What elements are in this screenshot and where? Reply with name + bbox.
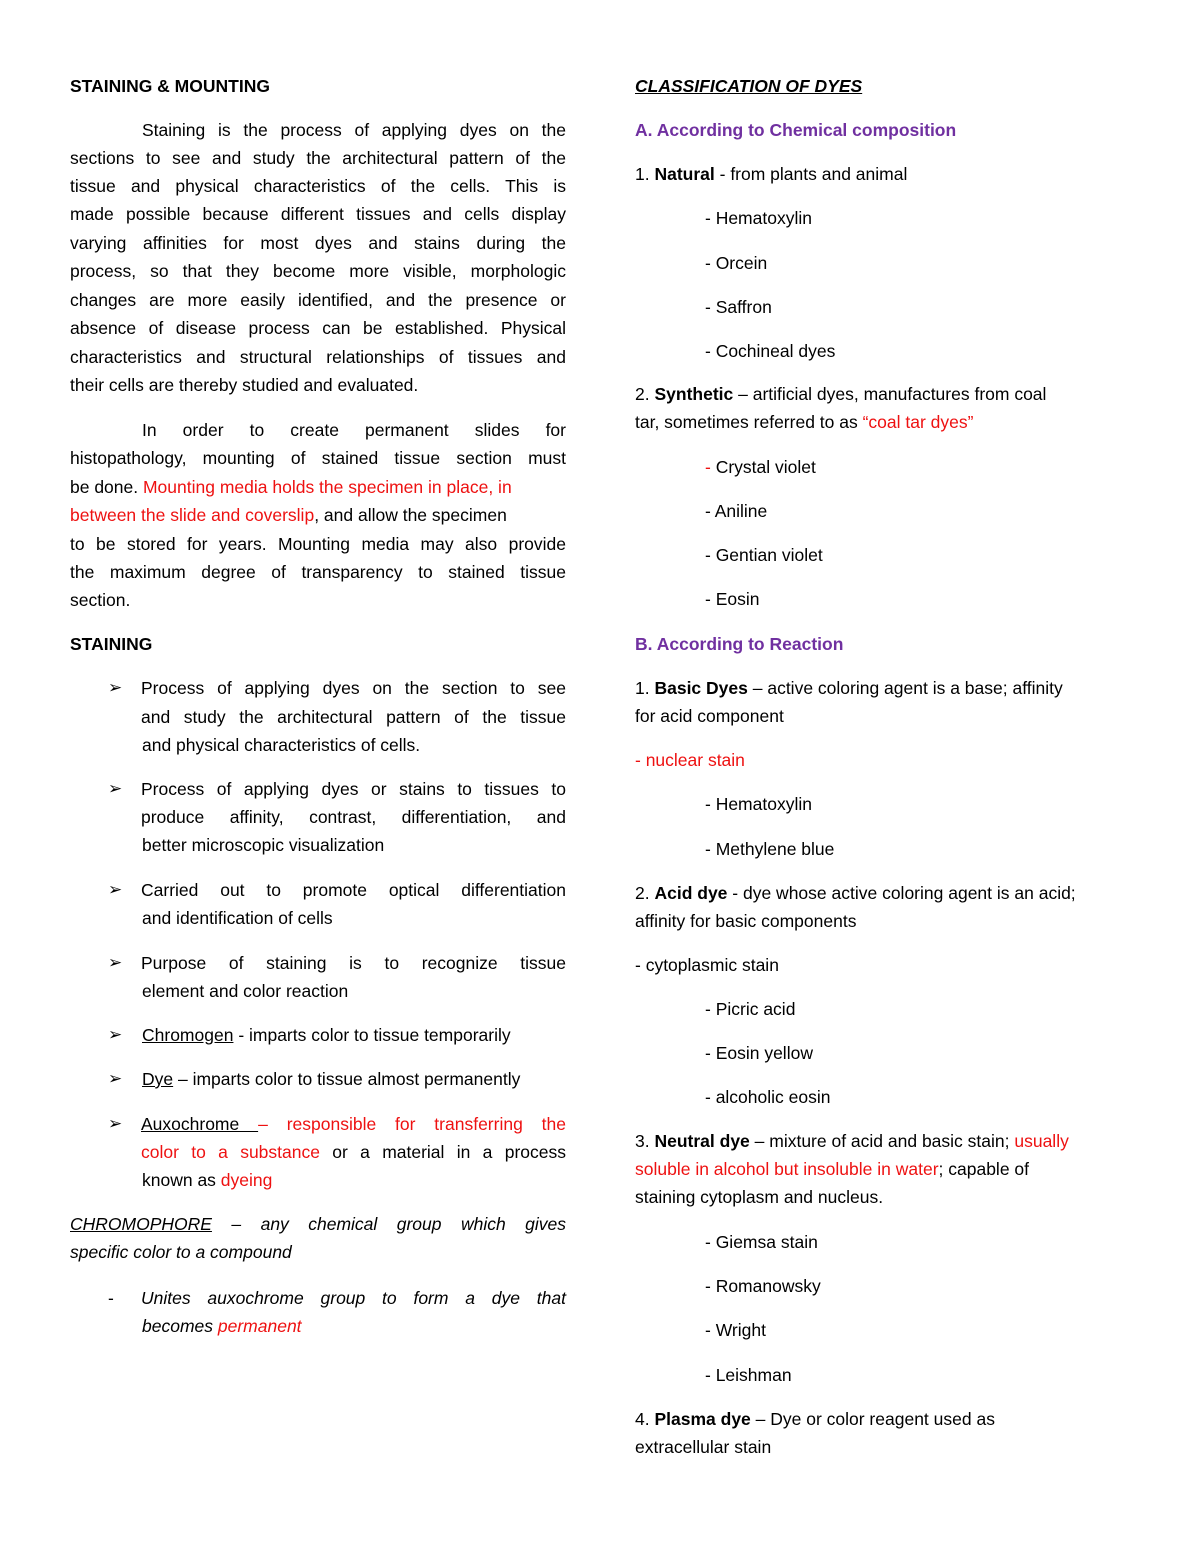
term-dye: Dye — [142, 1069, 174, 1089]
bullet-line: Carried out to promote optical differentiation — [141, 880, 566, 900]
highlighted-text: dyeing — [220, 1170, 273, 1190]
list-item: - Aniline — [705, 501, 768, 521]
dash-bullet: - — [108, 1288, 114, 1308]
arrow-bullet-icon: ➢ — [108, 1025, 123, 1044]
text-run: , and allow the specimen — [314, 505, 507, 525]
highlighted-text: Mounting media holds the specimen in place, in — [142, 477, 512, 497]
item-number: 2. — [635, 384, 655, 404]
arrow-bullet-icon: ➢ — [108, 953, 123, 972]
highlighted-text: “coal tar dyes” — [862, 412, 974, 432]
paragraph-line: absence of disease process can be established. Physical — [70, 318, 566, 338]
paragraph-line: process, so that they become more visible, morphologic — [70, 261, 566, 281]
arrow-bullet-icon: ➢ — [108, 779, 123, 798]
plasma-line: extracellular stain — [635, 1437, 772, 1457]
text-run: – Dye or color reagent used as — [750, 1409, 995, 1429]
text-run: tar, sometimes referred to as — [635, 412, 863, 432]
acid-item — [635, 881, 1076, 905]
term-plasma-dye: Plasma dye — [654, 1409, 751, 1429]
highlighted-text: responsible for transferring the — [286, 1114, 566, 1134]
list-item: - Eosin yellow — [705, 1043, 813, 1063]
text-run: - dye whose active coloring agent is an acid; — [727, 883, 1076, 903]
acid-line: affinity for basic components — [635, 911, 857, 931]
bullet-line — [141, 1140, 566, 1164]
paragraph-line: sections to see and study the architectural pattern of the — [70, 148, 566, 168]
text-run: - from plants and animal — [714, 164, 908, 184]
text-run: – imparts color to tissue almost permanently — [173, 1069, 521, 1089]
definition-line — [142, 1314, 302, 1338]
synthetic-line — [635, 410, 973, 434]
text-run: Crystal violet — [715, 457, 816, 477]
list-item: - Cochineal dyes — [705, 341, 836, 361]
list-item: - Hematoxylin — [705, 794, 812, 814]
term-neutral-dye: Neutral dye — [654, 1131, 750, 1151]
highlighted-text: soluble in alcohol but insoluble in water — [635, 1159, 939, 1179]
term-acid-dye: Acid dye — [654, 883, 728, 903]
text-run: – active coloring agent is a base; affinity — [747, 678, 1063, 698]
basic-line: for acid component — [635, 706, 784, 726]
paragraph-line: varying affinities for most dyes and stains during the — [70, 233, 566, 253]
list-item: - Giemsa stain — [705, 1232, 818, 1252]
section-a-heading: A. According to Chemical composition — [635, 120, 957, 140]
plasma-item — [635, 1407, 995, 1431]
paragraph-line: their cells are thereby studied and evaluated. — [70, 375, 419, 395]
paragraph-line: made possible because different tissues and cells display — [70, 204, 566, 224]
bullet-line: Purpose of staining is to recognize tissue — [141, 953, 566, 973]
list-item: - Methylene blue — [705, 839, 835, 859]
paragraph-line: histopathology, mounting of stained tissue section must — [70, 448, 566, 468]
arrow-bullet-icon: ➢ — [108, 1069, 123, 1088]
term-chromophore: CHROMOPHORE — [70, 1214, 212, 1234]
neutral-line: staining cytoplasm and nucleus. — [635, 1187, 884, 1207]
paragraph-line: to be stored for years. Mounting media may also provide — [70, 534, 566, 554]
bullet-line: Process of applying dyes on the section to see — [141, 678, 566, 698]
paragraph-line: tissue and physical characteristics of the cells. This is — [70, 176, 566, 196]
text-run: – mixture of acid and basic stain; — [749, 1131, 1015, 1151]
highlighted-text: usually — [1014, 1131, 1069, 1151]
bullet-line: and study the architectural pattern of the tissue — [141, 707, 566, 727]
list-item: - Leishman — [705, 1365, 792, 1385]
classification-title: CLASSIFICATION OF DYES — [635, 76, 863, 96]
list-item: - Picric acid — [705, 999, 796, 1019]
paragraph-line: Staining is the process of applying dyes on the — [142, 120, 566, 140]
bullet-line — [142, 1023, 511, 1047]
bullet-line — [141, 1112, 566, 1136]
highlighted-text: between the slide and coverslip — [70, 505, 315, 525]
paragraph-line: changes are more easily identified, and the presence or — [70, 290, 566, 310]
bullet-line: Process of applying dyes or stains to tissues to — [141, 779, 566, 799]
highlighted-text: color to a substance — [141, 1142, 320, 1162]
list-item: - Hematoxylin — [705, 208, 812, 228]
bullet-line: better microscopic visualization — [142, 835, 385, 855]
highlighted-text: - — [705, 457, 716, 477]
item-number: 1. — [635, 164, 655, 184]
text-run: becomes — [142, 1316, 218, 1336]
paragraph-line: the maximum degree of transparency to stained tissue — [70, 562, 566, 582]
item-number: 3. — [635, 1131, 655, 1151]
item-number: 4. — [635, 1409, 655, 1429]
term-auxochrome: Auxochrome — [141, 1114, 259, 1134]
bullet-line — [142, 1067, 520, 1091]
list-item: - Romanowsky — [705, 1276, 821, 1296]
section-title: STAINING & MOUNTING — [70, 76, 270, 96]
text-run: ; capable of — [938, 1159, 1030, 1179]
paragraph-line — [70, 503, 507, 527]
bullet-line: and physical characteristics of cells. — [142, 735, 421, 755]
paragraph-line: section. — [70, 590, 131, 610]
nuclear-stain-note: - nuclear stain — [635, 750, 745, 770]
arrow-bullet-icon: ➢ — [108, 880, 123, 899]
text-run: – artificial dyes, manufactures from coal — [733, 384, 1047, 404]
arrow-bullet-icon: ➢ — [108, 678, 123, 697]
item-number: 1. — [635, 678, 655, 698]
text-run: - imparts color to tissue temporarily — [233, 1025, 511, 1045]
bullet-line: element and color reaction — [142, 981, 349, 1001]
term-basic-dyes: Basic Dyes — [654, 678, 748, 698]
text-run: – any chemical group which gives — [211, 1214, 566, 1234]
natural-item — [635, 162, 907, 186]
term-natural: Natural — [654, 164, 715, 184]
list-item: - alcoholic eosin — [705, 1087, 831, 1107]
term-chromogen: Chromogen — [142, 1025, 234, 1045]
list-item: - Gentian violet — [705, 545, 823, 565]
paragraph-line: In order to create permanent slides for — [142, 420, 566, 440]
bullet-line — [142, 1168, 272, 1192]
text-run: or a material in a process — [319, 1142, 566, 1162]
definition-line: Unites auxochrome group to form a dye that — [141, 1288, 566, 1308]
bullet-line: and identification of cells — [142, 908, 333, 928]
term-synthetic: Synthetic — [654, 384, 734, 404]
neutral-item — [635, 1129, 1069, 1153]
staining-heading: STAINING — [70, 634, 153, 654]
text-run: be done. — [70, 477, 143, 497]
basic-item — [635, 676, 1063, 700]
list-item — [705, 455, 816, 479]
text-run: known as — [142, 1170, 221, 1190]
section-b-heading: B. According to Reaction — [635, 634, 844, 654]
list-item: - Orcein — [705, 253, 768, 273]
definition-line — [70, 1212, 566, 1236]
cytoplasmic-stain-note: - cytoplasmic stain — [635, 955, 779, 975]
item-number: 2. — [635, 883, 655, 903]
paragraph-line — [70, 475, 512, 499]
definition-line: specific color to a compound — [70, 1242, 292, 1262]
paragraph-line: characteristics and structural relationships of tissues and — [70, 347, 566, 367]
list-item: - Wright — [705, 1320, 766, 1340]
synthetic-item — [635, 382, 1046, 406]
neutral-line — [635, 1157, 1029, 1181]
highlighted-text: – — [258, 1114, 287, 1134]
arrow-bullet-icon: ➢ — [108, 1114, 123, 1133]
bullet-line: produce affinity, contrast, differentiation, and — [141, 807, 566, 827]
list-item: - Eosin — [705, 589, 760, 609]
list-item: - Saffron — [705, 297, 772, 317]
highlighted-text: permanent — [217, 1316, 302, 1336]
